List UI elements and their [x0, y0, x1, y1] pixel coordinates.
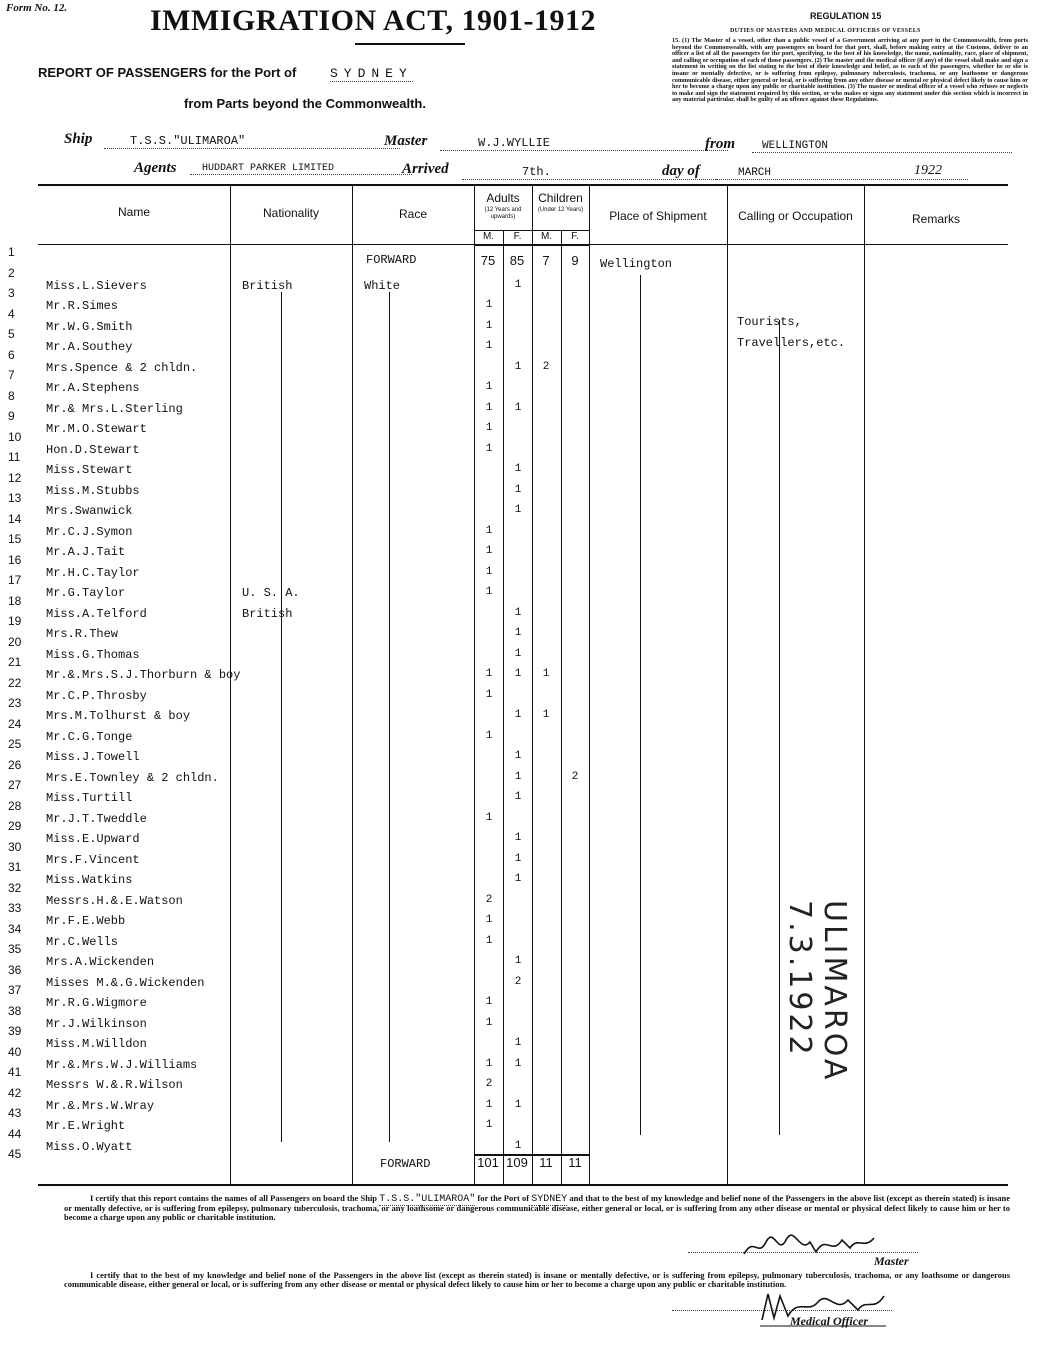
row-number: 44 [8, 1126, 22, 1141]
cell-name: Mrs.R.Thew [46, 627, 119, 641]
cell-name: Mrs.A.Wickenden [46, 955, 155, 969]
col-divider [727, 185, 728, 1184]
master-cert-b: for the Port of [477, 1193, 530, 1203]
agents-label: Agents [134, 160, 177, 176]
row-number: 17 [8, 573, 22, 587]
cell-adults-f: 1 [514, 463, 522, 475]
cell-name: Miss.Watkins [46, 873, 133, 887]
page-title: IMMIGRATION ACT, 1901-1912 [150, 4, 597, 37]
master-value: W.J.WYLLIE [440, 136, 728, 151]
cell-name: Mr.C.J.Symon [46, 524, 133, 539]
row-number: 7 [8, 368, 15, 382]
cell-occupation: Travellers,etc. [737, 335, 846, 350]
cell-name: Mrs.E.Townley & 2 chldn. [46, 770, 219, 785]
row-number: 24 [8, 716, 22, 731]
col-divider [474, 185, 475, 1184]
forward-bottom-adults-m: 101 [477, 1155, 499, 1170]
ditto-line [640, 275, 641, 1135]
row-number: 1 [8, 245, 15, 259]
forward-top-place: Wellington [600, 257, 673, 271]
cell-nationality: British [242, 606, 293, 621]
cell-name: Mr.&.Mrs.S.J.Thorburn & boy [46, 668, 241, 682]
cell-name: Miss.M.Stubbs [46, 483, 140, 498]
cell-adults-m: 1 [485, 914, 493, 926]
row-number: 42 [8, 1085, 22, 1100]
cell-adults-f: 1 [514, 852, 522, 865]
cell-adults-m: 1 [485, 729, 493, 742]
cell-nationality: U. S. A. [242, 586, 300, 600]
row-number: 33 [8, 901, 22, 915]
medical-sign-label: Medical Officer [790, 1314, 869, 1328]
cell-adults-f: 1 [514, 1037, 522, 1049]
cell-name: Mr.& Mrs.L.Sterling [46, 401, 183, 416]
cell-adults-m: 1 [485, 1016, 493, 1029]
row-number: 26 [8, 757, 22, 772]
cell-children-m: 2 [542, 360, 550, 373]
cell-adults-f: 1 [514, 791, 522, 803]
col-header-children-m: M. [540, 231, 553, 242]
cell-name: Mr.C.G.Tonge [46, 729, 133, 744]
row-number: 6 [8, 347, 15, 362]
cell-adults-f: 1 [514, 1057, 522, 1070]
forward-top-adults-m: 75 [480, 253, 496, 268]
row-number: 12 [8, 470, 22, 485]
col-divider [230, 185, 231, 1184]
cell-name: Mr.R.G.Wigmore [46, 996, 147, 1010]
row-number: 23 [8, 696, 22, 710]
cell-adults-m: 2 [485, 1078, 493, 1090]
forward-top-adults-f: 85 [509, 253, 525, 268]
cell-name: Mr.H.C.Taylor [46, 565, 140, 580]
cell-adults-f: 1 [514, 278, 522, 291]
row-number: 40 [8, 1044, 22, 1059]
row-number: 43 [8, 1106, 22, 1120]
form-number: Form No. 12. [6, 2, 68, 14]
cell-adults-f: 1 [514, 647, 522, 660]
row-number: 37 [8, 983, 22, 997]
cell-name: Mr.A.Stephens [46, 381, 140, 395]
cell-adults-m: 1 [485, 319, 493, 332]
cell-children-m: 1 [542, 668, 550, 680]
cell-adults-f: 1 [514, 832, 522, 844]
cell-name: Miss.J.Towell [46, 750, 140, 764]
cell-adults-m: 1 [485, 524, 493, 537]
header-bottom-rule [38, 244, 1008, 245]
ship-value: T.S.S."ULIMAROA" [104, 134, 400, 149]
row-number: 29 [8, 819, 22, 833]
cell-adults-f: 1 [514, 709, 522, 721]
cell-name: Mrs.Spence & 2 chldn. [46, 360, 198, 375]
cell-adults-m: 1 [485, 381, 493, 393]
master-signature [740, 1228, 880, 1262]
cell-adults-m: 1 [485, 340, 493, 352]
row-number: 28 [8, 798, 22, 813]
row-number: 22 [8, 675, 22, 690]
cell-adults-m: 1 [485, 545, 493, 557]
from-label: from [705, 136, 735, 152]
forward-top-label: FORWARD [366, 253, 417, 267]
cell-children-f: 2 [571, 770, 579, 783]
master-cert-ship: T.S.S."ULIMAROA" [379, 1194, 476, 1205]
forward-bottom-adults-f: 109 [506, 1155, 528, 1170]
cell-name: Mr.&.Mrs.W.Wray [46, 1098, 155, 1113]
from-parts: from Parts beyond the Commonwealth. [184, 96, 426, 111]
cell-name: Mr.A.Southey [46, 340, 133, 354]
title-rule [355, 43, 465, 45]
col-header-remarks: Remarks [911, 212, 960, 226]
cell-adults-m: 1 [485, 565, 493, 578]
forward-bottom-children-f: 11 [568, 1155, 582, 1170]
cell-name: Mr.R.Simes [46, 299, 119, 313]
cell-name: Miss.O.Wyatt [46, 1139, 133, 1154]
agents-value: HUDDART PARKER LIMITED [190, 163, 412, 175]
cell-name: Mrs.Swanwick [46, 504, 133, 518]
cell-adults-m: 1 [485, 1119, 493, 1131]
cell-nationality: British [242, 278, 293, 293]
cell-race: White [364, 278, 401, 293]
cell-adults-m: 1 [485, 1057, 493, 1070]
cell-name: Mrs.M.Tolhurst & boy [46, 709, 191, 723]
col-divider [561, 230, 562, 1184]
col-header-name: Name [117, 205, 150, 219]
col-divider [589, 185, 590, 1184]
row-number: 27 [8, 778, 22, 792]
arrived-label: Arrived [402, 161, 449, 177]
cell-name: Mr.G.Taylor [46, 586, 126, 600]
cell-name: Mr.C.Wells [46, 934, 119, 949]
row-number: 3 [8, 286, 15, 300]
master-sign-line [688, 1252, 918, 1253]
report-prefix: REPORT OF PASSENGERS for the Port of [38, 65, 297, 80]
row-number: 20 [8, 634, 22, 649]
row-number: 14 [8, 511, 22, 526]
row-number: 39 [8, 1024, 22, 1038]
cell-name: Mrs.F.Vincent [46, 852, 140, 867]
master-label: Master [384, 133, 428, 149]
ditto-line [779, 320, 780, 1135]
cell-name: Miss.M.Willdon [46, 1037, 147, 1051]
row-number: 31 [8, 860, 22, 874]
cell-name: Mr.C.P.Throsby [46, 688, 147, 703]
forward-top-children-m: 7 [542, 253, 550, 268]
medical-cert-text: I certify that to the best of my knowledge and belief none of the Passengers in the above list (except as therein stated) is insane or mentally defective, or is suffering from epilepsy, pulmonary tuberculosis, trachoma, or any loathsome or dangerous communicable disease, either general or local, or is suffering from any other disease or mental or physical defect likely to cause him or her to become a charge upon any public or charitable institution. [64, 1270, 1010, 1289]
cell-name: Messrs W.&.R.Wilson [46, 1078, 183, 1092]
cell-name: Miss.E.Upward [46, 832, 140, 846]
forward-bottom-children-m: 11 [539, 1155, 553, 1170]
col-header-children: Children [538, 191, 583, 205]
row-number: 30 [8, 839, 22, 854]
cell-adults-m: 1 [485, 586, 493, 598]
master-cert-a: I certify that this report contains the names of all Passengers on board the Ship [90, 1193, 378, 1203]
row-number: 45 [8, 1147, 22, 1161]
col-header-adults-f: F. [513, 231, 522, 242]
cell-name: Miss.A.Telford [46, 606, 147, 621]
regulation-subtitle: DUTIES OF MASTERS AND MEDICAL OFFICERS OF VESSELS [730, 28, 921, 34]
cell-adults-f: 1 [514, 750, 522, 762]
cell-adults-f: 1 [514, 504, 522, 516]
cell-name: Mr.F.E.Webb [46, 914, 126, 928]
cell-adults-m: 1 [485, 442, 493, 455]
year-value: 1922 [914, 163, 942, 178]
row-number: 15 [8, 532, 22, 546]
cell-name: Miss.Stewart [46, 463, 133, 477]
cell-adults-f: 1 [514, 483, 522, 496]
cell-adults-f: 1 [514, 955, 522, 967]
regulation-title: REGULATION 15 [810, 11, 882, 21]
row-number: 9 [8, 409, 15, 423]
cell-name: Misses M.&.G.Wickenden [46, 975, 205, 990]
cell-adults-f: 1 [514, 873, 522, 885]
cell-name: Miss.G.Thomas [46, 647, 140, 662]
col-divider [503, 230, 504, 1184]
col-divider [352, 185, 353, 1184]
cell-name: Miss.Turtill [46, 791, 133, 805]
cell-adults-f: 1 [514, 401, 522, 414]
month-value: MARCH [716, 167, 968, 180]
cell-name: Mr.M.O.Stewart [46, 422, 147, 436]
row-number: 32 [8, 880, 22, 895]
cell-adults-f: 1 [514, 770, 522, 783]
cell-adults-f: 1 [514, 1098, 522, 1111]
ditto-line [389, 292, 390, 1142]
row-number: 36 [8, 962, 22, 977]
ship-label: Ship [64, 131, 93, 147]
col-divider [532, 185, 533, 1184]
port-value: SYDNEY [329, 66, 413, 81]
cell-adults-m: 1 [485, 811, 493, 824]
remarks-handwritten: ULIMAROA 7.3.1922 [782, 900, 852, 1083]
row-number: 4 [8, 306, 15, 321]
cell-adults-m: 1 [485, 401, 493, 414]
col-header-place: Place of Shipment [609, 209, 707, 223]
col-header-calling: Calling or Occupation [738, 209, 853, 223]
cell-adults-m: 1 [485, 668, 493, 680]
row-number: 35 [8, 942, 22, 956]
col-header-children-f: F. [571, 231, 579, 242]
cell-name: Hon.D.Stewart [46, 442, 140, 457]
forward-bottom-label: FORWARD [380, 1157, 431, 1171]
col-header-children-sub: (Under 12 Years) [537, 207, 584, 213]
col-header-nationality: Nationality [262, 206, 320, 220]
row-number: 2 [8, 265, 15, 280]
table-bottom-rule [38, 1184, 1008, 1186]
cell-adults-m: 1 [485, 688, 493, 701]
cell-adults-m: 1 [485, 422, 493, 434]
from-value: WELLINGTON [752, 140, 1012, 153]
cell-name: Mr.&.Mrs.W.J.Williams [46, 1057, 198, 1072]
cell-name: Mr.J.T.Tweddle [46, 811, 147, 826]
table-top-rule [38, 184, 1008, 186]
row-number: 25 [8, 737, 22, 751]
master-cert-port: SYDNEY [531, 1194, 568, 1205]
arrived-day: 7th. [462, 165, 718, 180]
master-cert-c: and that to the best of my knowledge and belief none of the Passengers in the above list (except as therein stated) is insane or mentally defective, or is suffering from epilepsy, pulmonary tuberculosis, trachoma, or any loathsome or dangerous communicable disease, either general or local, or is suffering from any other disease or mental or physical defect likely to cause him or her to become a charge upon any public or charitable institution. [64, 1193, 1011, 1222]
medical-sign-line [672, 1310, 892, 1311]
cell-name: Mr.W.G.Smith [46, 319, 133, 334]
cell-adults-m: 1 [485, 996, 493, 1008]
ditto-line [281, 292, 282, 1142]
row-number: 21 [8, 655, 22, 669]
cell-adults-f: 1 [514, 668, 522, 680]
master-certificate [64, 1194, 1010, 1222]
report-heading [38, 65, 413, 81]
cell-name: Miss.L.Sievers [46, 278, 147, 293]
row-number: 5 [8, 327, 15, 341]
cell-adults-f: 2 [514, 975, 522, 988]
master-sign-label: Master [874, 1254, 909, 1268]
regulation-text: 15. (1) The Master of a vessel, other than a public vessel of a Government arriving at any port in the Commonwealth, from ports beyond the Commonwealth, with any passengers on board for that port, shall, before making entry at the Customs, deliver to an officer a list of all the passengers for the port, specifying, to the best of his knowledge, the name, nationality, race, place of shipment, and calling or occupation of each of those passengers. (2) The master and the medical officer (if any) of the vessel shall make and sign a statement in writing on the list stating to the best of their knowledge and belief, as to each of the passengers, whether he or she is insane or mentally defective, or is suffering from epilepsy, pulmonary tuberculosis, trachoma, or any loathsome or dangerous communicable disease, either general or local, or is suffering from any other disease or mental or physical defect likely to cause him or her to become a charge upon any public or charitable institution. (3) The master or medical officer of a vessel who refuses or neglects to make and sign the statement required by this section, or who makes or signs any statement under this section which is incorrect in any material particular, shall be guilty of an offence against these Regulations. [672, 37, 1028, 104]
forward-top-children-f: 9 [571, 253, 579, 268]
row-number: 19 [8, 614, 22, 628]
row-number: 16 [8, 552, 22, 567]
cell-name: Mr.E.Wright [46, 1119, 126, 1133]
cell-adults-m: 2 [485, 893, 493, 906]
row-number: 38 [8, 1003, 22, 1018]
row-number: 13 [8, 491, 22, 505]
cell-adults-m: 1 [485, 1098, 493, 1111]
cell-adults-f: 1 [514, 360, 522, 373]
cell-adults-f: 1 [514, 627, 522, 639]
cell-children-m: 1 [542, 709, 550, 721]
col-divider [864, 185, 865, 1184]
cell-adults-f: 1 [514, 1139, 522, 1152]
cell-name: Mr.A.J.Tait [46, 545, 126, 559]
medical-certificate [64, 1271, 1010, 1289]
cell-adults-f: 1 [514, 606, 522, 619]
cell-name: Mr.J.Wilkinson [46, 1016, 147, 1031]
row-number: 41 [8, 1065, 22, 1079]
cell-adults-m: 1 [485, 299, 493, 311]
cell-occupation: Tourists, [737, 315, 802, 329]
row-number: 10 [8, 429, 22, 444]
day-of-label: day of [662, 163, 700, 179]
cell-name: Messrs.H.&.E.Watson [46, 893, 183, 908]
row-number: 18 [8, 593, 22, 608]
col-header-race: Race [398, 207, 427, 221]
col-header-adults-sub: (12 Years and upwards) [484, 207, 522, 220]
row-number: 34 [8, 921, 22, 936]
row-number: 8 [8, 388, 15, 403]
cell-adults-m: 1 [485, 934, 493, 947]
col-header-adults-m: M. [482, 231, 495, 242]
row-number: 11 [8, 450, 21, 464]
col-header-adults: Adults [486, 191, 520, 205]
